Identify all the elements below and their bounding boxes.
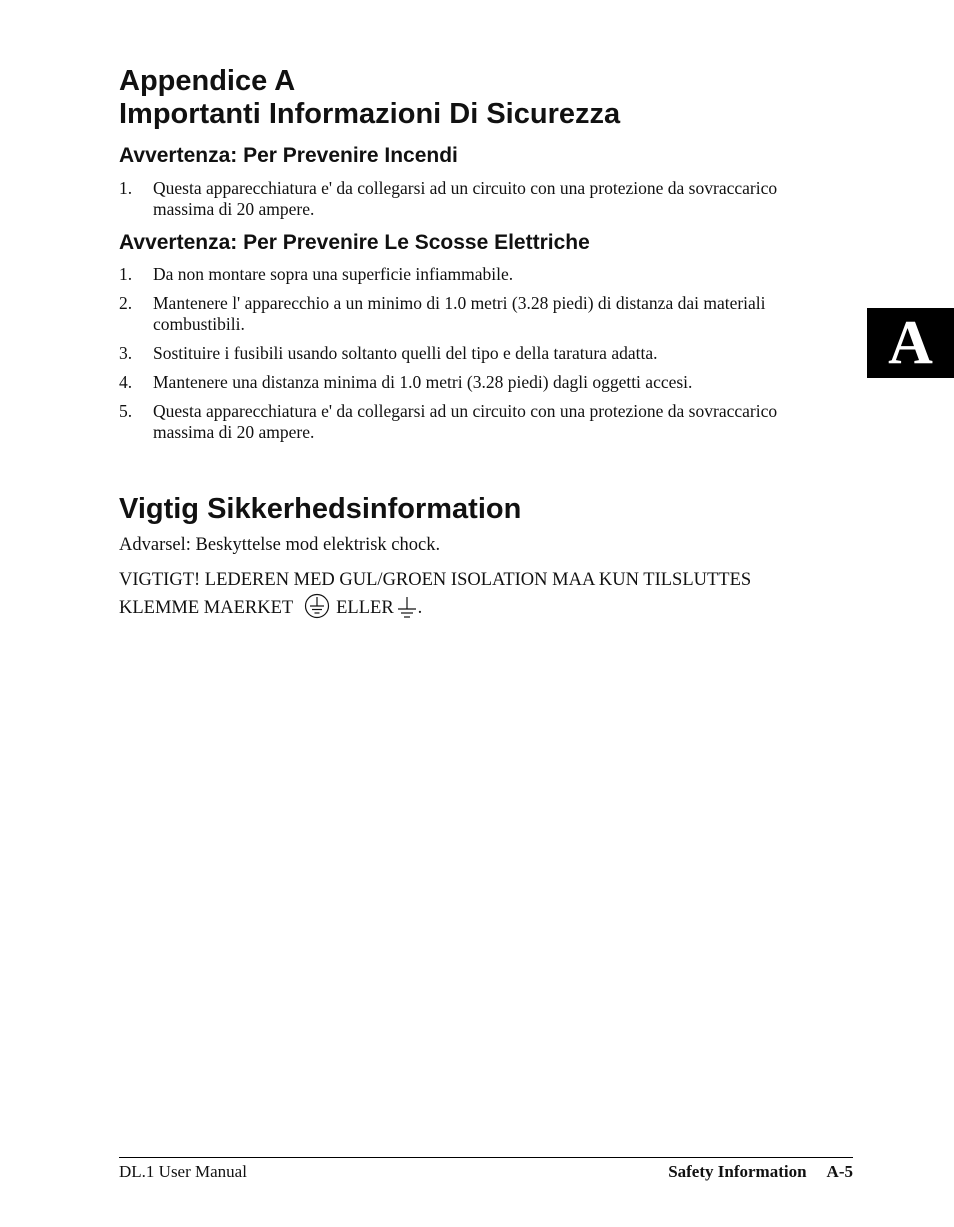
list-item-text: Mantenere una distanza minima di 1.0 metri (3.28 piedi) dagli oggetti accesi. xyxy=(153,372,693,392)
danish-important-line1: VIGTIGT! LEDEREN MED GUL/GROEN ISOLATION MAA KUN TILSLUTTES xyxy=(119,570,752,590)
shock-warning-heading: Avvertenza: Per Prevenire Le Scosse Elettriche xyxy=(119,231,590,254)
list-item-text: Sostituire i fusibili usando soltanto quelli del tipo e della taratura adatta. xyxy=(153,343,658,363)
danish-important-text-a: KLEMME MAERKET xyxy=(119,598,293,618)
danish-important-line2 xyxy=(119,593,819,627)
danish-title: Vigtig Sikkerhedsinformation xyxy=(119,493,522,525)
list-item-number: 2. xyxy=(119,293,133,313)
shock-warning-list xyxy=(119,264,809,451)
appendix-title-line2: Importanti Informazioni Di Sicurezza xyxy=(119,98,621,130)
appendix-side-tab: A xyxy=(867,308,954,378)
list-item-text: Da non montare sopra una superficie infiammabile. xyxy=(153,264,514,284)
danish-important-text-b: ELLER xyxy=(336,598,394,618)
list-item xyxy=(119,264,809,285)
appendix-title-line1: Appendice A xyxy=(119,65,296,97)
protective-earth-icon xyxy=(304,593,330,627)
list-item xyxy=(119,343,809,364)
danish-important-text xyxy=(119,568,819,627)
fire-warning-list xyxy=(119,178,809,228)
list-item-number: 1. xyxy=(119,178,133,198)
list-item xyxy=(119,372,809,393)
list-item-text: Questa apparecchiatura e' da collegarsi ad un circuito con una protezione da sovraccarico massima di 20 ampere. xyxy=(153,178,778,219)
list-item xyxy=(119,401,809,443)
danish-important-text-c: . xyxy=(417,598,423,618)
list-item-number: 3. xyxy=(119,343,133,363)
list-item xyxy=(119,293,809,335)
appendix-title xyxy=(119,65,620,131)
list-item-number: 5. xyxy=(119,401,133,421)
footer-manual-title: DL.1 User Manual xyxy=(119,1162,247,1181)
list-item-text: Questa apparecchiatura e' da collegarsi ad un circuito con una protezione da sovraccarico massima di 20 ampere. xyxy=(153,401,778,442)
list-item-number: 4. xyxy=(119,372,133,392)
list-item xyxy=(119,178,809,220)
footer-section-title: Safety Information xyxy=(668,1162,807,1181)
footer-page-number: A-5 xyxy=(826,1162,853,1181)
list-item-text: Mantenere l' apparecchio a un minimo di 1.0 metri (3.28 piedi) di distanza dai materiali combustibili. xyxy=(153,293,766,334)
fire-warning-heading: Avvertenza: Per Prevenire Incendi xyxy=(119,144,458,167)
ground-icon xyxy=(396,595,418,627)
footer-divider xyxy=(119,1157,853,1158)
list-item-number: 1. xyxy=(119,264,133,284)
danish-warning: Advarsel: Beskyttelse mod elektrisk chock. xyxy=(119,535,441,555)
footer-page-info xyxy=(668,1162,853,1182)
